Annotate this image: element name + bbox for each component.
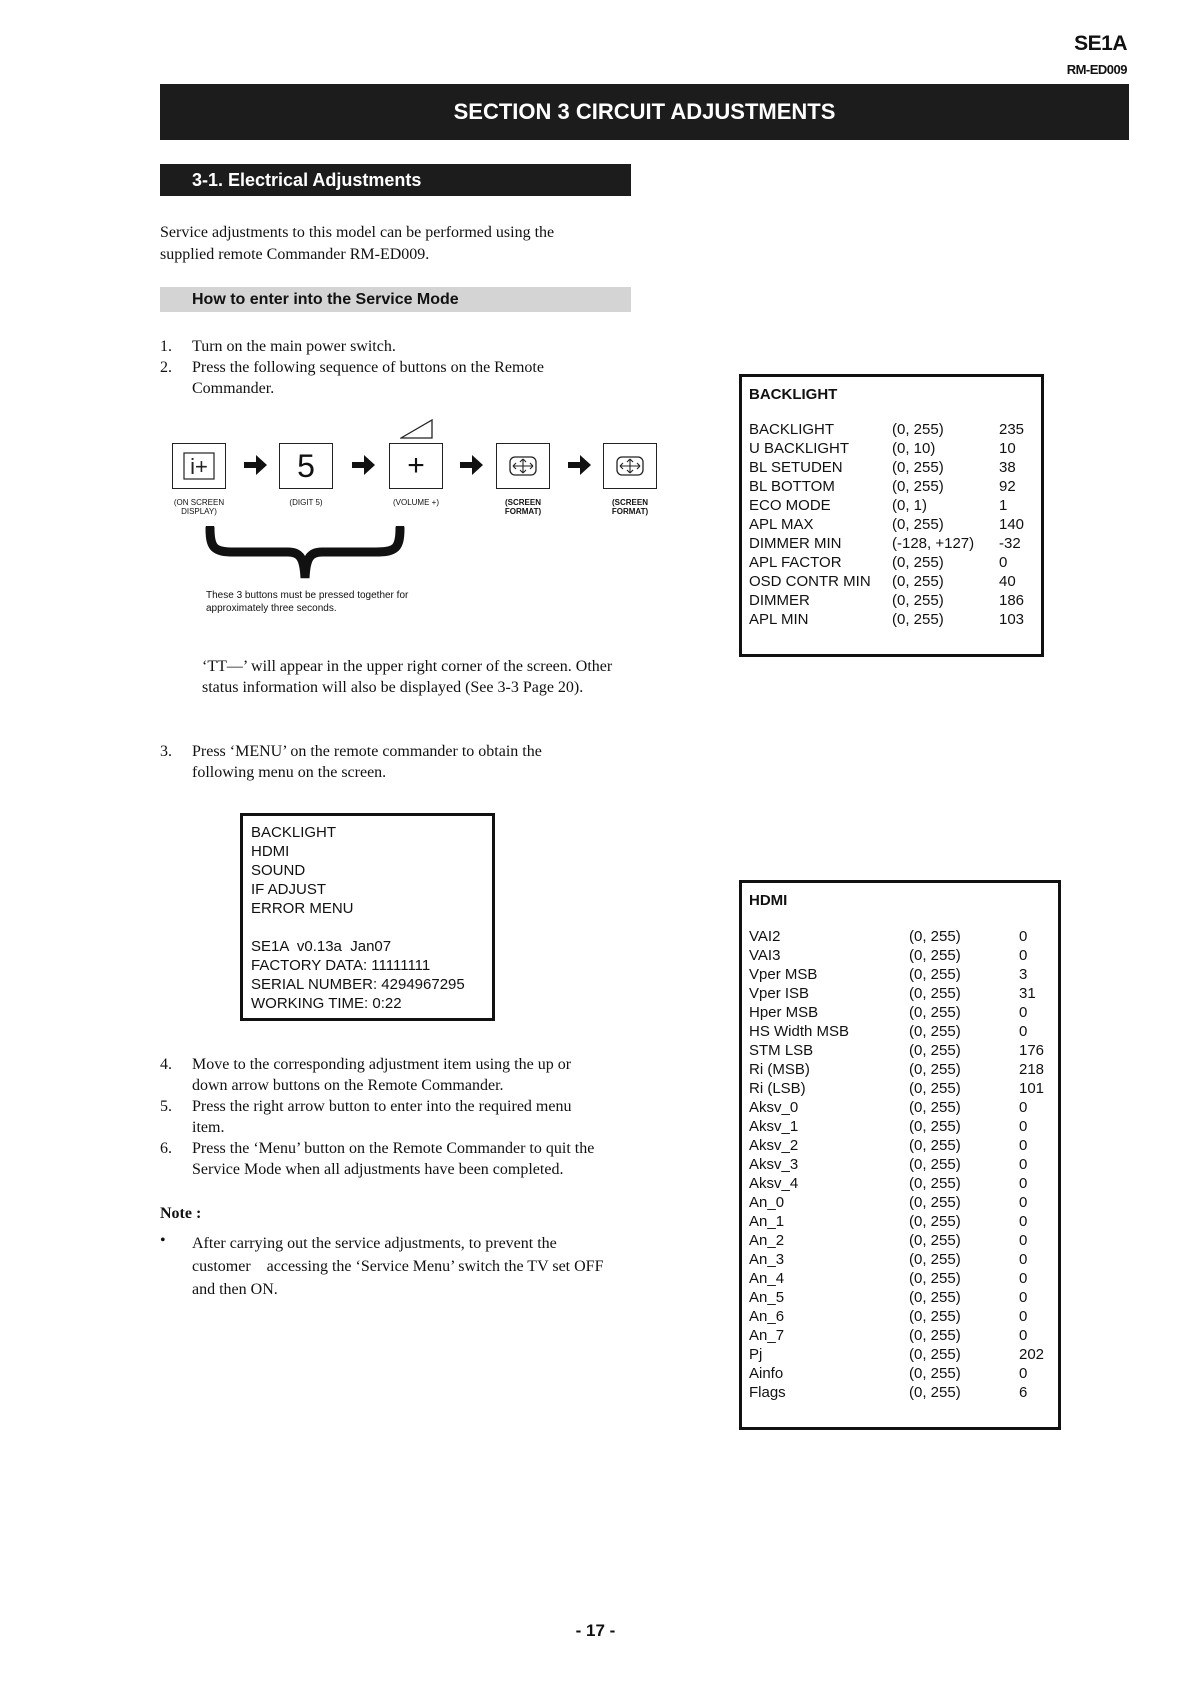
arrow-right-icon [566,452,592,478]
param-value: 92 [999,478,1016,495]
note-heading: Note : [160,1205,202,1222]
step-6 [160,1138,630,1180]
param-range: (0, 255) [909,1099,961,1116]
menu-item-sound: SOUND [251,862,306,879]
param-name: An_6 [749,1308,785,1325]
param-value: 0 [1019,1194,1028,1211]
step-text: Move to the corresponding adjustment item using the up or down arrow buttons on the Remote Commander. [192,1056,572,1094]
param-value: 0 [1019,928,1028,945]
button-label: (ON SCREEN DISPLAY) [173,498,225,516]
table-row [749,927,1049,946]
step-3 [160,741,620,785]
step-text: Turn on the main power switch. [192,338,396,355]
param-value: 0 [1019,1365,1028,1382]
menu-info-factory: FACTORY DATA: 11111111 [251,957,431,974]
step-number: 1. [160,338,172,355]
table-row [749,610,1049,629]
param-range: (0, 255) [909,1384,961,1401]
param-range: (0, 255) [909,1118,961,1135]
remote-model-code: RM-ED009 [1066,62,1127,77]
param-range: (0, 255) [892,592,944,609]
table-row [749,1212,1049,1231]
param-name: Vper MSB [749,966,818,983]
param-value: -32 [999,535,1021,552]
step-number: 6. [160,1140,172,1157]
param-range: (0, 255) [892,554,944,571]
param-range: (0, 255) [909,1194,961,1211]
bullet-icon: • [160,1232,166,1249]
param-name: Vper ISB [749,985,810,1002]
param-name: Aksv_0 [749,1099,799,1116]
step-number: 4. [160,1056,172,1073]
param-name: Ri (MSB) [749,1061,810,1078]
step-4 [160,1054,620,1096]
param-value: 0 [1019,1213,1028,1230]
param-range: (0, 255) [909,1232,961,1249]
button-label: (SCREEN FORMAT) [611,498,649,516]
param-value: 0 [1019,1251,1028,1268]
step-number: 2. [160,359,172,376]
param-range: (0, 10) [892,440,936,457]
table-row [749,984,1049,1003]
menu-item-hdmi: HDMI [251,843,290,860]
table-row [749,1364,1049,1383]
table-row [749,1288,1049,1307]
param-range: (0, 255) [909,1080,961,1097]
param-range: (0, 255) [909,1251,961,1268]
svg-text:i+: i+ [190,454,208,479]
table-title: BACKLIGHT [749,386,838,403]
param-range: (0, 255) [909,1308,961,1325]
param-value: 186 [999,592,1025,609]
param-range: (0, 255) [909,1023,961,1040]
param-value: 0 [1019,1137,1028,1154]
param-name: ECO MODE [749,497,831,514]
param-value: 40 [999,573,1016,590]
param-name: An_0 [749,1194,785,1211]
param-value: 103 [999,611,1025,628]
step-number: 5. [160,1098,172,1115]
table-row [749,553,1049,572]
menu-info-working-time: WORKING TIME: 0:22 [251,995,402,1012]
table-row [749,946,1049,965]
param-name: Flags [749,1384,786,1401]
param-range: (0, 255) [892,573,944,590]
table-row [749,439,1049,458]
arrow-right-icon [350,452,376,478]
param-value: 3 [1019,966,1028,983]
param-value: 0 [1019,1232,1028,1249]
digit-5-icon: 5 [279,443,333,489]
param-range: (0, 255) [909,1365,961,1382]
param-value: 140 [999,516,1025,533]
table-row [749,1269,1049,1288]
table-row [749,534,1049,553]
table-row [749,515,1049,534]
param-value: 235 [999,421,1025,438]
param-name: STM LSB [749,1042,814,1059]
param-value: 176 [1019,1042,1045,1059]
screen-format-icon [603,443,657,489]
param-name: An_7 [749,1327,785,1344]
table-row [749,496,1049,515]
howto-title: How to enter into the Service Mode [160,287,631,312]
param-name: APL MIN [749,611,809,628]
param-range: (0, 255) [909,1042,961,1059]
param-range: (0, 255) [892,611,944,628]
subsection-title: 3-1. Electrical Adjustments [160,164,631,196]
param-name: BACKLIGHT [749,421,835,438]
table-row [749,1174,1049,1193]
table-row [749,572,1049,591]
arrow-right-icon [242,452,268,478]
param-range: (0, 255) [909,1061,961,1078]
param-value: 0 [1019,1004,1028,1021]
param-value: 38 [999,459,1016,476]
param-value: 0 [1019,1099,1028,1116]
menu-item-if-adjust: IF ADJUST [251,881,327,898]
param-name: VAI3 [749,947,781,964]
status-note: ‘TT—’ will appear in the upper right corner of the screen. Other status information will also be displayed (See 3-3 Page 20). [202,658,613,696]
param-range: (0, 1) [892,497,928,514]
grouping-brace-icon [204,526,406,584]
param-value: 218 [1019,1061,1045,1078]
param-name: Aksv_2 [749,1137,799,1154]
param-range: (0, 255) [909,1346,961,1363]
section-title: SECTION 3 CIRCUIT ADJUSTMENTS [160,84,1129,140]
hdmi-param-table [739,880,1061,1430]
param-name: BL BOTTOM [749,478,835,495]
param-value: 31 [1019,985,1036,1002]
table-row [749,1117,1049,1136]
step-1 [160,336,620,357]
menu-item-backlight: BACKLIGHT [251,824,337,841]
param-value: 0 [1019,1118,1028,1135]
param-range: (0, 255) [909,985,961,1002]
param-range: (0, 255) [909,947,961,964]
table-row [749,420,1049,439]
param-value: 0 [1019,1175,1028,1192]
table-row [749,477,1049,496]
param-value: 0 [1019,947,1028,964]
button-label: (SCREEN FORMAT) [504,498,542,516]
param-value: 101 [1019,1080,1045,1097]
param-range: (-128, +127) [892,535,975,552]
param-value: 0 [999,554,1008,571]
table-title: HDMI [749,892,788,909]
param-name: BL SETUDEN [749,459,843,476]
param-name: VAI2 [749,928,781,945]
param-range: (0, 255) [909,966,961,983]
param-name: An_2 [749,1232,785,1249]
table-row [749,1041,1049,1060]
button-label: (DIGIT 5) [289,498,323,507]
table-row [749,458,1049,477]
param-range: (0, 255) [909,928,961,945]
note-text: After carrying out the service adjustments, to prevent the customer accessing the ‘Service Menu’ switch the TV set OFF and then ON. [192,1235,608,1298]
param-range: (0, 255) [909,1270,961,1287]
param-range: (0, 255) [909,1156,961,1173]
table-row [749,1022,1049,1041]
param-range: (0, 255) [909,1213,961,1230]
table-row [749,1079,1049,1098]
param-range: (0, 255) [909,1137,961,1154]
step-text: Press ‘MENU’ on the remote commander to obtain the following menu on the screen. [192,743,542,781]
param-name: HS Width MSB [749,1023,850,1040]
table-row [749,1383,1049,1402]
backlight-param-table [739,374,1044,657]
step-2 [160,357,620,401]
table-row [749,1307,1049,1326]
table-row [749,1003,1049,1022]
param-name: Ri (LSB) [749,1080,806,1097]
step-number: 3. [160,743,172,760]
param-value: 0 [1019,1156,1028,1173]
together-note: These 3 buttons must be pressed together for approximately three seconds. [206,590,409,614]
table-row [749,591,1049,610]
param-name: Aksv_3 [749,1156,799,1173]
page-number: - 17 - [575,1621,616,1640]
table-row [749,1231,1049,1250]
param-name: An_4 [749,1270,785,1287]
step-5 [160,1096,620,1138]
model-code: SE1A [1074,32,1127,55]
button-label: (VOLUME +) [392,498,439,507]
table-row [749,1345,1049,1364]
step-text: Press the right arrow button to enter into the required menu item. [192,1098,572,1136]
param-name: U BACKLIGHT [749,440,850,457]
param-name: Hper MSB [749,1004,819,1021]
param-value: 0 [1019,1308,1028,1325]
info-plus-icon [172,443,226,489]
arrow-right-icon [458,452,484,478]
param-range: (0, 255) [909,1289,961,1306]
table-row [749,1250,1049,1269]
screen-format-icon [496,443,550,489]
intro-paragraph: Service adjustments to this model can be performed using the supplied remote Commander RM-ED009. [160,224,555,263]
param-name: DIMMER MIN [749,535,842,552]
table-row [749,965,1049,984]
param-name: Aksv_4 [749,1175,799,1192]
param-name: Ainfo [749,1365,784,1382]
table-row [749,1155,1049,1174]
param-value: 0 [1019,1270,1028,1287]
param-range: (0, 255) [909,1327,961,1344]
service-menu-screen [240,813,495,1021]
menu-info-version: SE1A v0.13a Jan07 [251,938,392,955]
step-text: Press the following sequence of buttons on the Remote Commander. [192,359,544,397]
param-name: DIMMER [749,592,810,609]
param-name: An_3 [749,1251,785,1268]
param-value: 202 [1019,1346,1045,1363]
param-name: APL MAX [749,516,814,533]
param-value: 10 [999,440,1016,457]
param-name: Pj [749,1346,763,1363]
step-text: Press the ‘Menu’ button on the Remote Commander to quit the Service Mode when all adjustments have been completed. [192,1140,595,1178]
table-row [749,1193,1049,1212]
param-name: OSD CONTR MIN [749,573,871,590]
param-range: (0, 255) [892,516,944,533]
param-range: (0, 255) [892,459,944,476]
param-range: (0, 255) [909,1004,961,1021]
table-row [749,1326,1049,1345]
volume-plus-icon: + [389,443,443,489]
param-name: An_5 [749,1289,785,1306]
param-name: Aksv_1 [749,1118,799,1135]
param-value: 1 [999,497,1008,514]
param-name: APL FACTOR [749,554,842,571]
table-row [749,1136,1049,1155]
table-row [749,1098,1049,1117]
param-range: (0, 255) [892,478,944,495]
menu-info-serial: SERIAL NUMBER: 4294967295 [251,976,465,993]
param-value: 6 [1019,1384,1028,1401]
param-value: 0 [1019,1023,1028,1040]
volume-ramp-icon [400,418,434,440]
param-range: (0, 255) [892,421,944,438]
param-name: An_1 [749,1213,785,1230]
table-row [749,1060,1049,1079]
param-value: 0 [1019,1327,1028,1344]
param-value: 0 [1019,1289,1028,1306]
param-range: (0, 255) [909,1175,961,1192]
menu-item-error-menu: ERROR MENU [251,900,354,917]
